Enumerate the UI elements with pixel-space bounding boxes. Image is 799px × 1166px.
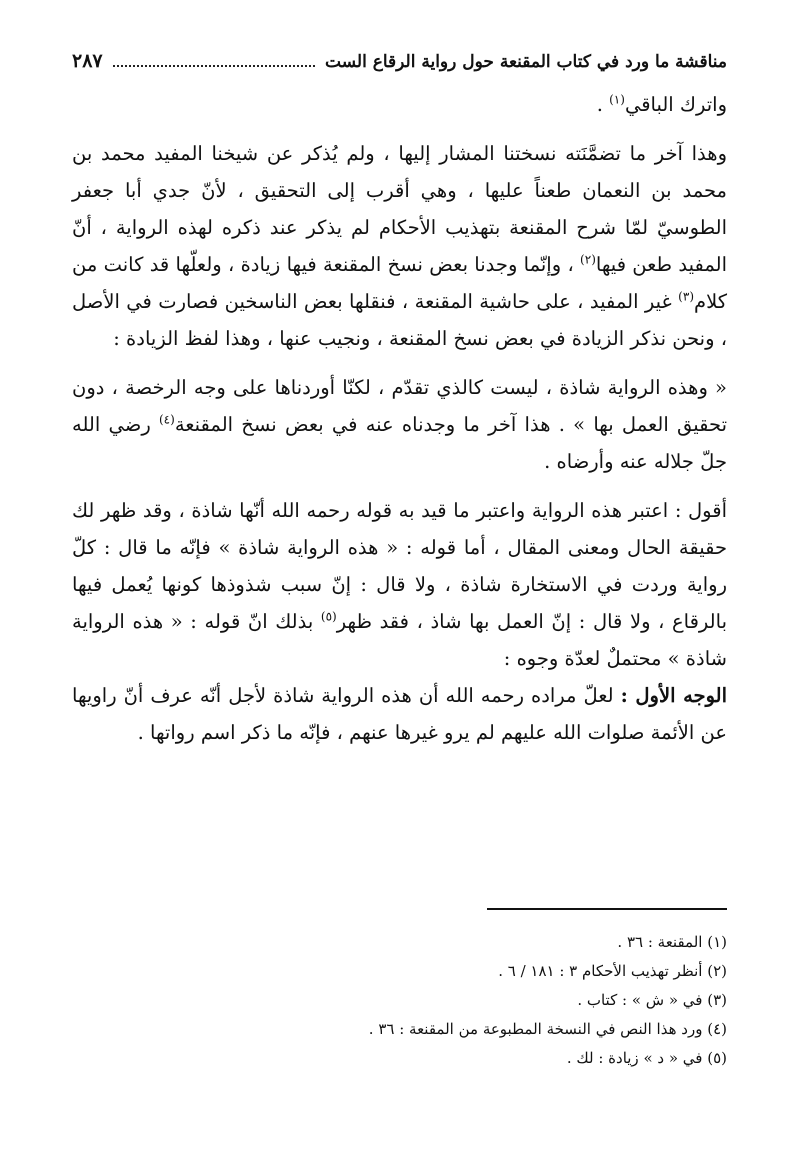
footnote-1: (١) المقنعة : ٣٦ . xyxy=(617,933,727,951)
running-head-title: مناقشة ما ورد في كتاب المقنعة حول رواية الرقاع الست xyxy=(325,52,727,72)
footnote-ref-1[interactable]: (١) xyxy=(609,92,625,107)
footnote-ref-3[interactable]: (٣) xyxy=(678,289,694,304)
footnote-5: (٥) في « د » زيادة : لك . xyxy=(566,1049,727,1067)
paragraph-3-quote: « وهذه الرواية شاذة ، ليست كالذي تقدّم ، لكنّا أوردناها على وجه الرخصة ، دون تحقيق العمل بها » . هذا آخر ما وجدناه عنه في بعض نسخ المقنعة$^{(٤)}$ رضي الله جلّ جلاله عنه وأرضاه . xyxy=(72,376,727,473)
section-lead: الوجه الأول : xyxy=(620,684,728,707)
footnote-3: (٣) في « ش » : كتاب . xyxy=(577,991,727,1009)
footnote-ref-2[interactable]: (٢) xyxy=(580,252,596,267)
paragraph-4: أقول : اعتبر هذه الرواية واعتبر ما قيد به قوله رحمه الله أنّها شاذة ، وقد ظهر لك حقيقة الحال ومعنى المقال ، أما قوله : « هذه الرواية شاذة » فإنّه ما قال : كلّ رواية وردت في الاستخارة شاذة ، ولا قال : إنّ سبب شذوذها كونها يُعمل فيها بالرقاع ، ولا قال : إنّ العمل بها شاذ ، فقد ظهر$^{(٥)}$ بذلك انّ قوله : « هذه الرواية شاذة » محتملٌ لعدّة وجوه : xyxy=(72,499,727,670)
footnote-4: (٤) ورد هذا النص في النسخة المطبوعة من المقنعة : ٣٦ . xyxy=(368,1020,727,1038)
footnote-2: (٢) أنظر تهذيب الأحكام ٣ : ١٨١ / ٦ . xyxy=(498,962,727,980)
paragraph-1: واترك الباقي$^{(١)}$ . xyxy=(596,92,727,116)
running-head xyxy=(72,50,727,86)
footnote-ref-5[interactable]: (٥) xyxy=(320,609,337,624)
page-number: ٢٨٧ xyxy=(72,50,103,72)
paragraph-2: وهذا آخر ما تضمَّنَته نسختنا المشار إليها ، ولم يُذكر عن شيخنا المفيد محمد بن محمد بن النعمان طعناً عليها ، وهي أقرب إلى التحقيق ، لأنّ جدي أبا جعفر الطوسيّ لمّا شرح المقنعة بتهذيب الأحكام لم يذكر عند ذكره لهذه الرواية ، أنّ المفيد طعن فيها$^{(٢)}$ ، وإنّما وجدنا بعض نسخ المقنعة فيها زيادة ، ولعلّها قد كانت من كلام$^{(٣)}$ غير المفيد ، على حاشية المقنعة ، فنقلها بعض الناسخين فصارت في الأصل ، ونحن نذكر الزيادة في بعض نسخ المقنعة ، ونجيب عنها ، وهذا لفظ الزيادة : xyxy=(72,142,727,350)
footnote-rule xyxy=(487,908,727,910)
footnote-ref-4[interactable]: (٤) xyxy=(158,412,175,427)
leader-dots xyxy=(113,65,315,67)
book-page xyxy=(72,50,727,1150)
paragraph-5: الوجه الأول : لعلّ مراده رحمه الله أن هذه الرواية شاذة لأجل أنّه عرف أنّ راويها عن الأئمة صلوات الله عليهم لم يرو غيرها عنهم ، فإنّه ما ذكر اسم رواتها . xyxy=(72,684,728,744)
footnotes xyxy=(72,928,727,1073)
